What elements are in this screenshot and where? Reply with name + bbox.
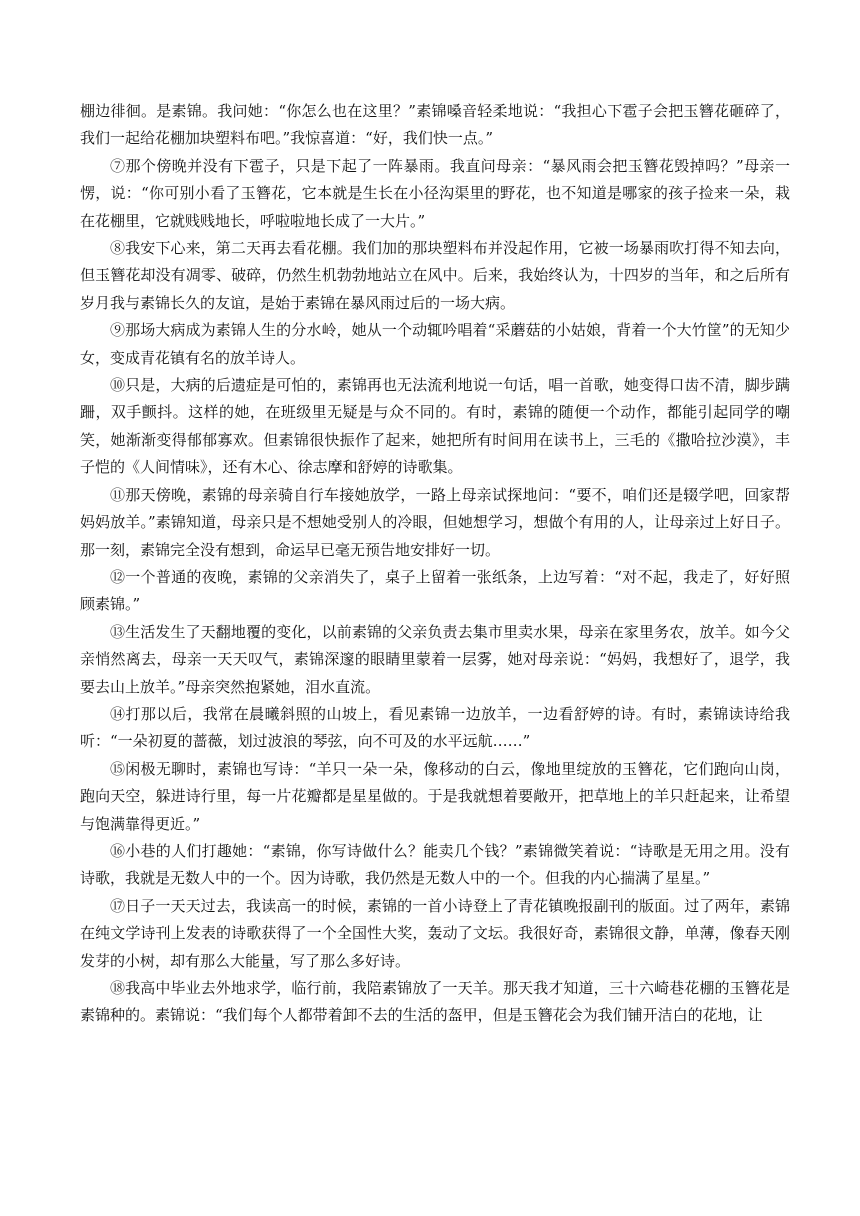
paragraph-12: ⑫一个普通的夜晚，素锦的父亲消失了，桌子上留着一张纸条，上边写着：“对不起，我走了，好好照顾素锦。”	[80, 567, 790, 614]
paragraph-continuation: 棚边徘徊。是素锦。我问她：“你怎么也在这里？”素锦嗓音轻柔地说：“我担心下雹子会把玉簪花砸碎了，我们一起给花棚加块塑料布吧。”我惊喜道：“好，我们快一点。”	[80, 102, 790, 148]
paragraph-8: ⑧我安下心来，第二天再去看花棚。我们加的那块塑料布并没起作用，它被一场暴雨吹打得不知去向，但玉簪花却没有凋零、破碎，仍然生机勃勃地站立在风中。后来，我始终认为，十四岁的当年，和之后所有岁月我与素锦长久的友谊，是始于素锦在暴风雨过后的一场大病。	[80, 239, 790, 312]
paragraph-18: ⑱我高中毕业去外地求学，临行前，我陪素锦放了一天羊。那天我才知道，三十六崎巷花棚的玉簪花是素锦种的。素锦说：“我们每个人都带着卸不去的生活的盔甲，但是玉簪花会为我们铺开洁白的花地，让	[80, 979, 790, 1025]
paragraph-15: ⑮闲极无聊时，素锦也写诗：“羊只一朵一朵，像移动的白云，像地里绽放的玉簪花，它们跑向山岗，跑向天空，躲进诗行里，每一片花瓣都是星星做的。于是我就想着要敞开，把草地上的羊只赶起来，让希望与饱满靠得更近。”	[80, 759, 790, 833]
paragraph-16: ⑯小巷的人们打趣她：“素锦，你写诗做什么？能卖几个钱？”素锦微笑着说：“诗歌是无用之用。没有诗歌，我就是无数人中的一个。因为诗歌，我仍然是无数人中的一个。但我的内心揣满了星星。”	[80, 841, 790, 888]
paragraph-17: ⑰日子一天天过去，我读高一的时候，素锦的一首小诗登上了青花镇晚报副刊的版面。过了两年，素锦在纯文学诗刊上发表的诗歌获得了一个全国性大奖，轰动了文坛。我很好奇，素锦很文静，单薄，像春天刚发芽的小树，却有那么大能量，写了那么多好诗。	[80, 896, 790, 970]
document-body	[80, 98, 790, 1030]
paragraph-13: ⑬生活发生了天翻地覆的变化，以前素锦的父亲负责去集市里卖水果，母亲在家里务农，放羊。如今父亲悄然离去，母亲一天天叹气，素锦深邃的眼睛里蒙着一层雾，她对母亲说：“妈妈，我想好了，退学，我要去山上放羊。”母亲突然抱紧她，泪水直流。	[80, 622, 790, 696]
paragraph-10: ⑩只是，大病的后遗症是可怕的，素锦再也无法流利地说一句话，唱一首歌，她变得口齿不清，脚步蹒跚，双手颤抖。这样的她，在班级里无疑是与众不同的。有时，素锦的随便一个动作，都能引起同学的嘲笑，她渐渐变得郁郁寡欢。但素锦很快振作了起来，她把所有时间用在读书上，三毛的《撒哈拉沙漠》，丰子恺的《人间情味》，还有木心、徐志摩和舒婷的诗歌集。	[80, 376, 790, 477]
paragraph-14: ⑭打那以后，我常在晨曦斜照的山坡上，看见素锦一边放羊，一边看舒婷的诗。有时，素锦读诗给我听：“一朵初夏的蔷薇，划过波浪的琴弦，向不可及的水平远航……”	[80, 704, 790, 751]
paragraph-11: ⑪那天傍晚，素锦的母亲骑自行车接她放学，一路上母亲试探地问：“要不，咱们还是辍学吧，回家帮妈妈放羊。”素锦知道，母亲只是不想她受别人的冷眼，但她想学习，想做个有用的人，让母亲过上好日子。那一刻，素锦完全没有想到，命运早已毫无预告地安排好一切。	[80, 485, 790, 559]
paragraph-7: ⑦那个傍晚并没有下雹子，只是下起了一阵暴雨。我直问母亲：“暴风雨会把玉簪花毁掉吗？”母亲一愣，说：“你可别小看了玉簪花，它本就是生长在小径沟渠里的野花，也不知道是哪家的孩子捡来一朵，栽在花棚里，它就贱贱地长，呼啦啦地长成了一大片。”	[80, 156, 790, 230]
paragraph-9: ⑨那场大病成为素锦人生的分水岭，她从一个动辄吟唱着“采蘑菇的小姑娘，背着一个大竹筐”的无知少女，变成青花镇有名的放羊诗人。	[80, 321, 790, 367]
